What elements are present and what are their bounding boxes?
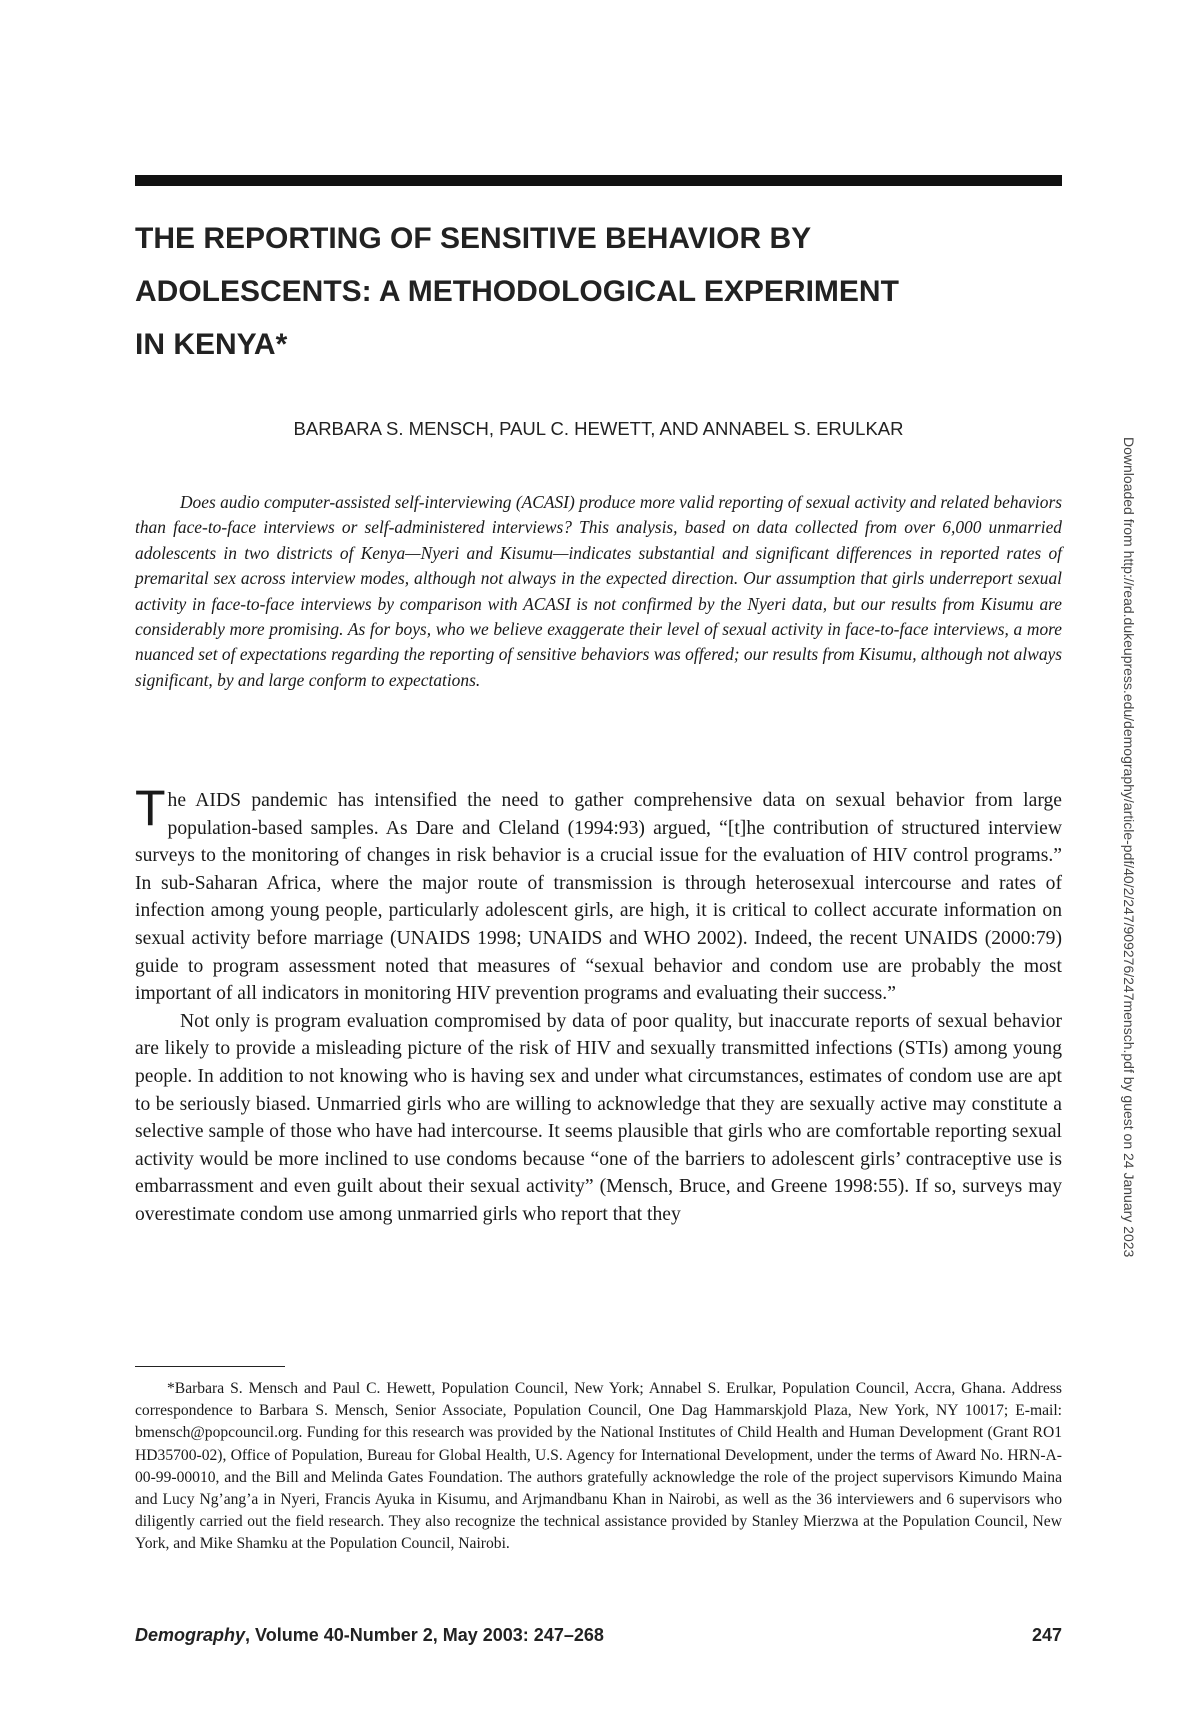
body-paragraph-2: Not only is program evaluation compromised by data of poor quality, but inaccurate reports of sexual behavior are likely to provide a misleading picture of the risk of HIV and sexually transmitted infections (STIs) among young people. In addition to not knowing who is having sex and under what circumstances, estimates of condom use are apt to be seriously biased. Unmarried girls who are willing to acknowledge that they are sexually active may constitute a selective sample of those who have had intercourse. It seems plausible that girls who are comfortable reporting sexual activity would be more inclined to use condoms because “one of the barriers to adolescent girls’ contraceptive use is embarrassment and even guilt about their sexual activity” (Mensch, Bruce, and Greene 1998:55). If so, surveys may overestimate condom use among unmarried girls who report that they <box>135 1010 1062 1225</box>
article-body <box>135 780 1062 1229</box>
footnote-rule <box>135 1366 285 1367</box>
author-list: BARBARA S. MENSCH, PAUL C. HEWETT, AND ANNABEL S. ERULKAR <box>293 418 904 439</box>
page-number: 247 <box>1031 1625 1062 1645</box>
top-rule <box>135 175 1062 186</box>
drop-cap: T <box>135 780 166 836</box>
body-paragraph-1 <box>135 780 1062 1008</box>
title-line-3: IN KENYA* <box>135 328 288 361</box>
journal-citation <box>135 1625 604 1646</box>
title-line-1: THE REPORTING OF SENSITIVE BEHAVIOR BY <box>135 222 812 255</box>
body-paragraph-1-text: he AIDS pandemic has intensified the need to gather comprehensive data on sexual behavior from large population-based samples. As Dare and Cleland (1994:93) argued, “[t]he contribution of structured interview surveys to the monitoring of changes in risk behavior is a crucial issue for the evaluation of HIV control programs.” In sub-Saharan Africa, where the major route of transmission is through heterosexual intercourse and rates of infection among young people, particularly adolescent girls, are high, it is critical to collect accurate information on sexual activity before marriage (UNAIDS 1998; UNAIDS and WHO 2002). Indeed, the recent UNAIDS (2000:79) guide to program assessment noted that measures of “sexual behavior and condom use are probably the most important of all indicators in monitoring HIV prevention programs and evaluating their success.” <box>135 790 1062 1005</box>
page-footer <box>135 1625 1062 1649</box>
abstract: Does audio computer-assisted self-interviewing (ACASI) produce more valid reporting of sexual activity and related behaviors than face-to-face interviews or self-administered interviews? This analysis, based on data collected from over 6,000 unmarried adolescents in two districts of Kenya—Nyeri and Kisumu—indicates substantial and significant differences in reported rates of premarital sex across interview modes, although not always in the expected direction. Our assumption that girls underreport sexual activity in face-to-face interviews by comparison with ACASI is not confirmed by the Nyeri data, but our results from Kisumu are considerably more promising. As for boys, who we believe exaggerate their level of sexual activity in face-to-face interviews, a more nuanced set of expectations regarding the reporting of sensitive behaviors was offered; our results from Kisumu, although not always significant, by and large conform to expectations. <box>135 492 1062 690</box>
journal-name: Demography <box>135 1625 246 1645</box>
volume-info: , Volume 40-Number 2, May 2003: 247–268 <box>245 1625 604 1645</box>
title-line-2: ADOLESCENTS: A METHODOLOGICAL EXPERIMENT <box>135 275 899 308</box>
article-title <box>135 212 1062 371</box>
download-watermark: Downloaded from http://read.dukeupress.edu/demography/article-pdf/40/2/247/909276/247mensch.pdf by guest on 24 January 2023 <box>1121 437 1137 1258</box>
author-footnote: *Barbara S. Mensch and Paul C. Hewett, Population Council, New York; Annabel S. Erulkar, Population Council, Accra, Ghana. Address correspondence to Barbara S. Mensch, Senior Associate, Population Council, One Dag Hammarskjold Plaza, New York, NY 10017; E-mail: bmensch@popcouncil.org. Funding for this research was provided by the National Institutes of Child Health and Human Development (Grant RO1 HD35700-02), Office of Population, Bureau for Global Health, U.S. Agency for International Development, under the terms of Award No. HRN-A-00-99-00010, and the Bill and Melinda Gates Foundation. The authors gratefully acknowledge the role of the project supervisors Kimundo Maina and Lucy Ng’ang’a in Nyeri, Francis Ayuka in Kisumu, and Arjmandbanu Khan in Nairobi, as well as the 36 interviewers and 6 supervisors who diligently carried out the field research. They also recognize the technical assistance provided by Stanley Mierzwa at the Population Council, New York, and Mike Shamku at the Population Council, Nairobi. <box>135 1380 1062 1553</box>
